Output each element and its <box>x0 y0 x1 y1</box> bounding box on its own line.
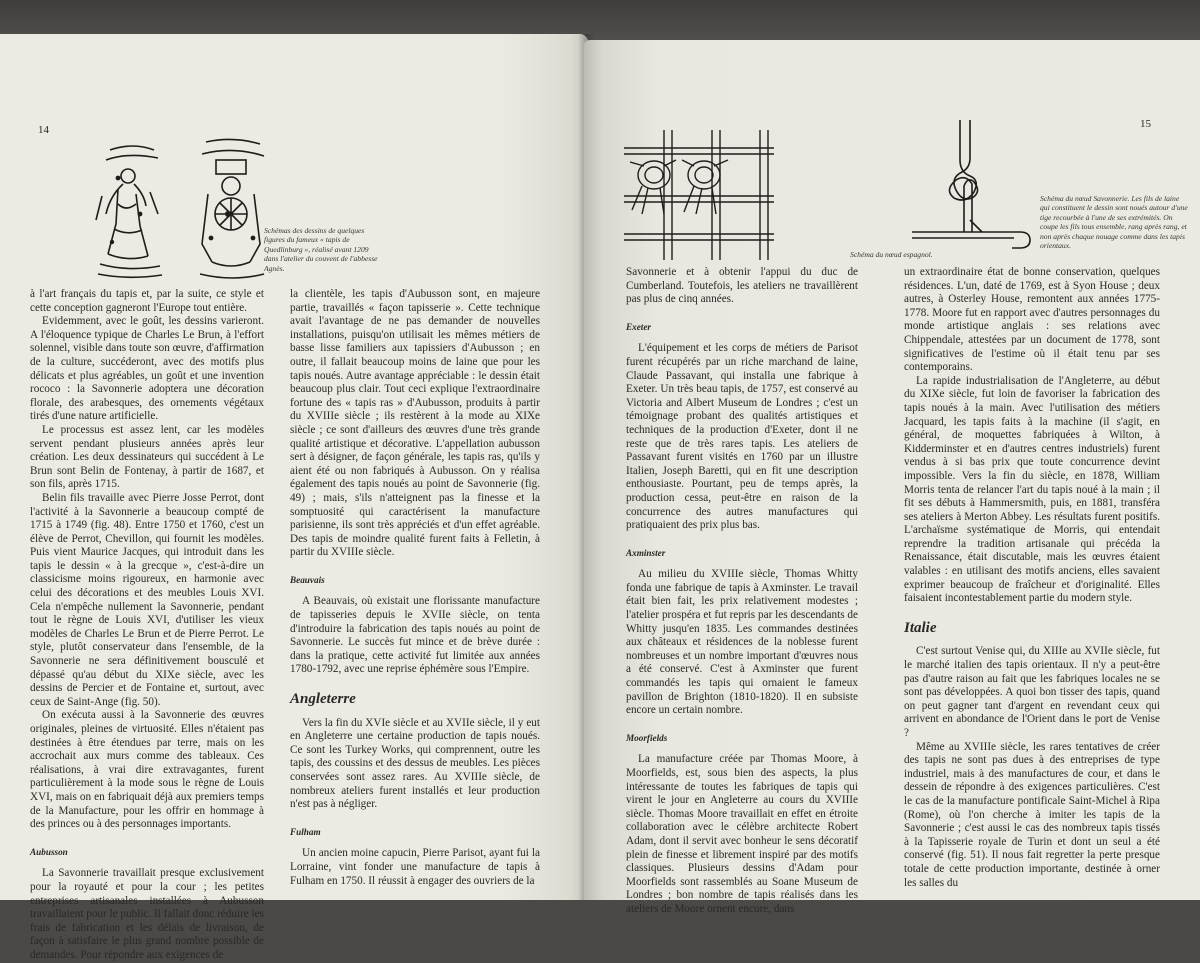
section-heading-moorfields: Moorfields <box>626 732 668 743</box>
section-heading-italie: Italie <box>904 619 937 636</box>
paragraph: L'équipement et les corps de métiers de Parisot furent récupérés par un riche marchand de laine, Claude Passavant, qui installa une fabrique à Exeter. Un très beau tapis, de 1757, est conservé au Victoria and Albert Museum de Londres ; c'est un témoignage probant des qualités artistiques et techniques de la production d'Exeter, dont il ne reste que de très rares tapis. Les ateliers de Passavant furent visités en 1760 par un illustre Italien, Joseph Baretti, qui en fit une description enthousiaste. Pourtant, peu de temps après, la production cessa, peut-être en raison de la concurrence des autres manufactures qui pratiquaient des prix plus bas. <box>626 342 858 532</box>
section-heading-fulham: Fulham <box>290 826 321 837</box>
spanish-knot-caption: Schéma du nœud espagnol. <box>850 250 933 259</box>
savonnerie-knot-caption: Schéma du nœud Savonnerie. Les fils de laine qui constituent le dessin sont noués autour d'une tige recourbée à l'une de ses extrémités. On coupe les fils tous ensemble, rang après rang, et non après chaque nouage comme dans les tapis orientaux. <box>1040 194 1188 251</box>
paragraph: A Beauvais, où existait une florissante manufacture de tapisseries depuis le XVIIe siècle, on tenta d'introduire la fabrication des tapis noués au point de Savonnerie. Le succès fut mince et de brève durée : dans la pratique, cette activité fut limitée aux années 1780-1792, avec une reprise éphémère sous l'Empire. <box>290 595 540 676</box>
paragraph: La Savonnerie travaillait presque exclusivement pour la royauté et pour la cour ; les petites entreprises artisanales installées à Aubusson travaillaient pour le public. Il fallait donc réduire les frais de fabrication et les délais de livraison, de façon à satisfaire le plus grand nombre possible de demandes. Pour répondre aux exigences de <box>30 867 264 961</box>
paragraph: La manufacture créée par Thomas Moore, à Moorfields, est, sous bien des aspects, la plus intéressante de toutes les fabriques de tapis qui virent le jour en Angleterre au cours du XVIIIe siècle. Thomas Moore travaillait en effet en étroite collaboration avec le célèbre architecte Robert Adam, dont il servit avec bonheur le sens décoratif plein de finesse et librement inspiré par des motifs classiques. Plusieurs dessins d'Adam pour Moorfields sont rassemblés au Soane Museum de Londres ; bon nombre de tapis réalisés dans les ateliers de Moore ornent encore, dans <box>626 753 858 915</box>
section-heading-beauvais: Beauvais <box>290 574 325 585</box>
right-page-number: 15 <box>1140 118 1151 130</box>
paragraph: Le processus est assez lent, car les modèles servent pendant plusieurs années après leur création. Les deux dessinateurs qui succédent à Le Brun sont Belin de Fontenay, à partir de 1687, et son fils, après 1715. <box>30 423 264 491</box>
left-page <box>0 34 588 961</box>
savonnerie-knot-diagram <box>902 120 1032 260</box>
section-heading-angleterre: Angleterre <box>290 691 356 708</box>
section-heading-aubusson: Aubusson <box>30 846 68 857</box>
paragraph: la clientèle, les tapis d'Aubusson sont, en majeure partie, travaillés « façon tapisserie ». Cette technique avait l'avantage de ne pas demander de nouvelles installations, puisqu'on utilisait les mêmes métiers de basse lisse familiers aux tapissiers d'Aubusson ; en outre, il fallait beaucoup moins de laine que pour les tapis noués. Autre avantage appréciable : le dessin était beaucoup plus clair. Tout ceci explique l'extraordinaire fortune des « tapis ras » d'Aubusson, produits à partir du XVIIIe siècle ; ils restèrent à la mode au XIXe siècle ; ce sont d'ailleurs des œuvres d'une très grande qualité artistique et décorative. L'appellation aubusson sert à désigner, de façon générale, les tapis ras, qu'ils y aient été ou non fabriqués à Aubusson. On y réalisa également des tapis noués au point de Savonnerie (fig. 49) ; mais, s'ils n'atteignent pas la finesse et la somptuosité qui caractérisent la manufacture parisienne, ils sont très appréciés et d'un effet agréable. Des tapis de moindre qualité furent faits à Felletin, à partir du XVIIIe siècle. <box>290 288 540 559</box>
paragraph: Même au XVIIIe siècle, les rares tentatives de créer des tapis ne sont pas dues à des entreprises de type industriel, mais à des manufactures de cour, et dans le dessein de répondre à des exigences particulières. C'est le cas de la manufacture pontificale Saint-Michel à Ripa (Rome), où l'on cherche à imiter les tapis de la Savonnerie ; c'est aussi le cas des nombreux tapis tissés à la Tapisserie royale de Turin et dont un seul a été conservé (fig. 51). Il nous fait regretter la perte presque totale de cette production importante, destinée à orner les salles du <box>904 740 1160 889</box>
paragraph: Vers la fin du XVIe siècle et au XVIIe siècle, il y eut en Angleterre une certaine production de tapis noués. Ce sont les Turkey Works, qui comprennent, outre les tapis, des coussins et des dessus de meubles. Les pièces conservées sont assez rares. Au XVIIIe siècle, de nombreux ateliers furent installés et leur production n'est pas à négliger. <box>290 716 540 811</box>
left-figure-caption: Schémas des dessins de quelques figures du fameux « tapis de Quedlinburg », réalisé avant 1209 dans l'atelier du couvent de l'abbesse Agnès. <box>264 226 378 273</box>
paragraph: Au milieu du XVIIIe siècle, Thomas Whitty fonda une fabrique de tapis à Axminster. Le travail était bien fait, les prix relativement modestes ; l'atelier prospéra et fut repris par les descendants de Whitty jusqu'en 1835. Les commandes destinées aux châteaux et résidences de la noblesse furent nombreuses et un nombre important d'œuvres nous a été conservé. C'est à Axminster que furent commandés les tapis qui ornaient le fameux pavillon de Brighton (1810-1820). Il en subsiste encore un certain nombre. <box>626 568 858 717</box>
paragraph: Belin fils travaille avec Pierre Josse Perrot, dont l'activité à la Savonnerie a beaucoup compté de 1715 à 1749 (fig. 48). Entre 1750 et 1760, c'est un élève de Perrot, Chevillon, qui fournit les modèles. Puis vient Maurice Jacques, qui introduit dans les tapis le dessin « à la grecque », c'est-à-dire un classicisme moins rigoureux, en harmonie avec celui des décorations et des meubles Louis XVI. Cela n'empêche nullement la Savonnerie, pendant tout le règne de Louis XVI, d'utiliser les vieux modèles de Charles Le Brun et de Pierre Perrot. Le style, plutôt conservateur dans l'ensemble, de la Savonnerie ne sera définitivement bousculé et dépassé qu'au début du XIXe siècle, avec les dessins de Percier et de Fontaine et, surtout, avec ceux de Saint-Ange (fig. 50). <box>30 491 264 708</box>
right-column-2 <box>904 266 1160 890</box>
paragraph: à l'art français du tapis et, par la suite, ce style et cette conception gagneront l'Europe tout entière. <box>30 288 264 314</box>
spanish-knot-diagram <box>624 110 774 260</box>
paragraph: C'est surtout Venise qui, du XIIIe au XVIIe siècle, fut le marché italien des tapis orientaux. Il n'y a peut-être pas d'autre raison au fait que les fabriques locales ne se sont pas développées. A quoi bon tisser des tapis, quand on peut gagner tant d'argent en revendant ceux qui arrivent en abondance de l'Orient dans le port de Venise ? <box>904 645 1160 739</box>
paragraph: Savonnerie et à obtenir l'appui du duc de Cumberland. Toutefois, les ateliers ne travaillèrent pas plus de cinq années. <box>626 266 858 306</box>
paragraph: Un ancien moine capucin, Pierre Parisot, ayant fui la Lorraine, vint fonder une manufacture de tapis à Fulham en 1750. Il réussit à engager des ouvriers de la <box>290 847 540 887</box>
paragraph: On exécuta aussi à la Savonnerie des œuvres originales, pleines de virtuosité. Elles n'étaient pas destinées à être étendues par terre, mais on les accrochait aux murs comme des tableaux. Ces réalisations, à vrai dire extravagantes, furent particulièrement à la mode sous le règne de Louis XVI, mais on en fabriquait déjà aux premiers temps de la Manufacture, pour les offrir en hommage à des princes ou à des personnages importants. <box>30 709 264 831</box>
left-column-2 <box>290 288 540 888</box>
section-heading-exeter: Exeter <box>626 321 652 332</box>
paragraph: Evidemment, avec le goût, les dessins varieront. A l'éloquence typique de Charles Le Brun, à l'effort solennel, visible dans toute son œuvre, d'affirmation de la culture, succéderont, avec des motifs plus délicats et plus agréables, un goût et une invention rococo : la Savonnerie adoptera une décoration florale, des arabesques, des ornements végétaux tirés d'une nature artificielle. <box>30 315 264 423</box>
left-column-1 <box>30 288 264 963</box>
left-page-number: 14 <box>38 124 49 136</box>
paragraph: un extraordinaire état de bonne conservation, quelques résidences. L'un, daté de 1769, est à Syon House ; deux autres, à Osterley House, remontent aux années 1775-1778. Moore fut en rapport avec d'autres personnages du monde artistique anglais : ses relations avec Chippendale, attestées par un document de 1778, sont significatives de l'estime où il était tenu par ses contemporains. <box>904 266 1160 374</box>
section-heading-axminster: Axminster <box>626 547 666 558</box>
right-page <box>584 40 1200 915</box>
right-column-1 <box>626 266 858 917</box>
quedlinburg-figures-illustration <box>88 134 268 284</box>
paragraph: La rapide industrialisation de l'Angleterre, au début du XIXe siècle, fut loin de favoriser la fabrication des tapis noués à la main. Avec l'utilisation des métiers Jacquard, les tapis faits à la machine (il s'agit, en général, de moquettes fabriquées à Wilton, à Kidderminster et en d'autres centres industriels) furent vendus à si bas prix que toute concurrence devint impossible. Vers la fin du siècle, en 1878, William Morris tenta de relancer l'art du tapis noué à la main ; il fit ses débuts à Hammersmith, puis, en 1881, transféra ses ateliers à Merton Abbey. Les résultats furent positifs. L'archaïsme systématique de Morris, qui entendait reprendre la tradition artisanale qui précéda la Renaissance, était discutable, mais les œuvres étaient valables : en utilisant des motifs anciens, elles savaient exprimer beaucoup de fraîcheur et d'originalité. Elles faisaient incontestablement partie du modern style. <box>904 374 1160 605</box>
